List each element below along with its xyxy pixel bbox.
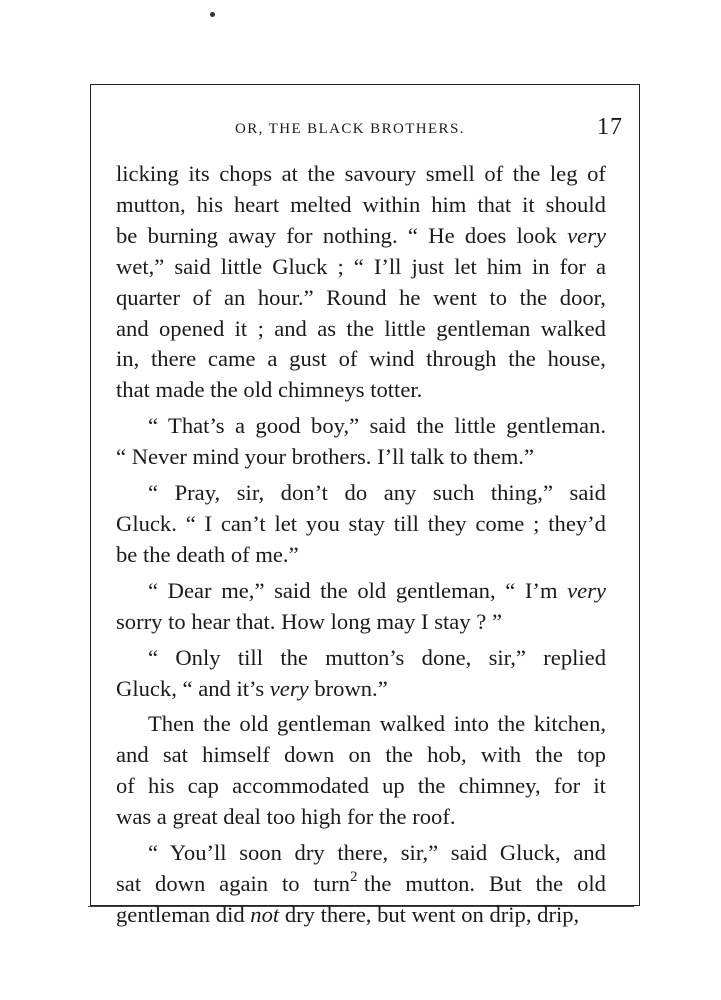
paragraph [116, 576, 606, 638]
paragraph [116, 411, 606, 473]
text-line: sat down again to turn the mutton. But the old [116, 870, 606, 896]
emphasis-word: very [269, 675, 309, 701]
text-line: quarter of an hour.” Round he went to the door, [116, 284, 606, 310]
text-line: Gluck. “ I can’t let you stay till they come ; they’d [116, 510, 606, 536]
text-line: “ Only till the mutton’s done, sir,” replied [148, 644, 607, 670]
emphasis-word: very [567, 222, 607, 248]
text-line: and sat himself down on the hob, with the top [116, 742, 606, 768]
running-head [110, 114, 625, 142]
text-line: be burning away for nothing. “ He does look very [116, 222, 607, 248]
body-text [116, 159, 606, 931]
paragraph [116, 709, 606, 833]
emphasis-word: very [567, 577, 607, 603]
text-line: “ Never mind your brothers. I’ll talk to them.” [116, 444, 534, 470]
text-line: “ That’s a good boy,” said the little gentleman. [148, 413, 607, 439]
text-line: in, there came a gust of wind through the house, [116, 346, 606, 372]
paragraph [116, 838, 606, 931]
running-title: OR, THE BLACK BROTHERS. [235, 121, 465, 137]
text-line: mutton, his heart melted within him that it should [116, 191, 606, 217]
paragraph [116, 159, 606, 406]
text-line: of his cap accommodated up the chimney, for it [116, 773, 606, 799]
text-line: that made the old chimneys totter. [116, 377, 423, 403]
text-line: “ Pray, sir, don’t do any such thing,” said [148, 480, 606, 506]
page-number: 17 [597, 114, 623, 140]
text-line: “ Dear me,” said the old gentleman, “ I’m very [148, 577, 607, 603]
ornament-dot [210, 12, 215, 17]
text-line: and opened it ; and as the little gentleman walked [116, 315, 606, 341]
text-line: “ You’ll soon dry there, sir,” said Gluck, and [148, 840, 606, 866]
text-line: was a great deal too high for the roof. [116, 804, 456, 830]
text-line: gentleman did not dry there, but went on drip, drip, [116, 901, 580, 927]
signature-mark: 2 [350, 869, 358, 885]
text-line: licking its chops at the savoury smell of the leg of [116, 161, 606, 186]
text-line: sorry to hear that. How long may I stay ? ” [116, 608, 503, 634]
text-line: wet,” said little Gluck ; “ I’ll just let him in for a [116, 253, 607, 279]
emphasis-word: not [250, 901, 280, 927]
text-line: be the death of me.” [116, 541, 299, 567]
paragraph [116, 643, 606, 705]
paragraph [116, 478, 606, 571]
text-line: Gluck, “ and it’s very brown.” [116, 675, 388, 701]
text-line: Then the old gentleman walked into the kitchen, [148, 711, 607, 737]
